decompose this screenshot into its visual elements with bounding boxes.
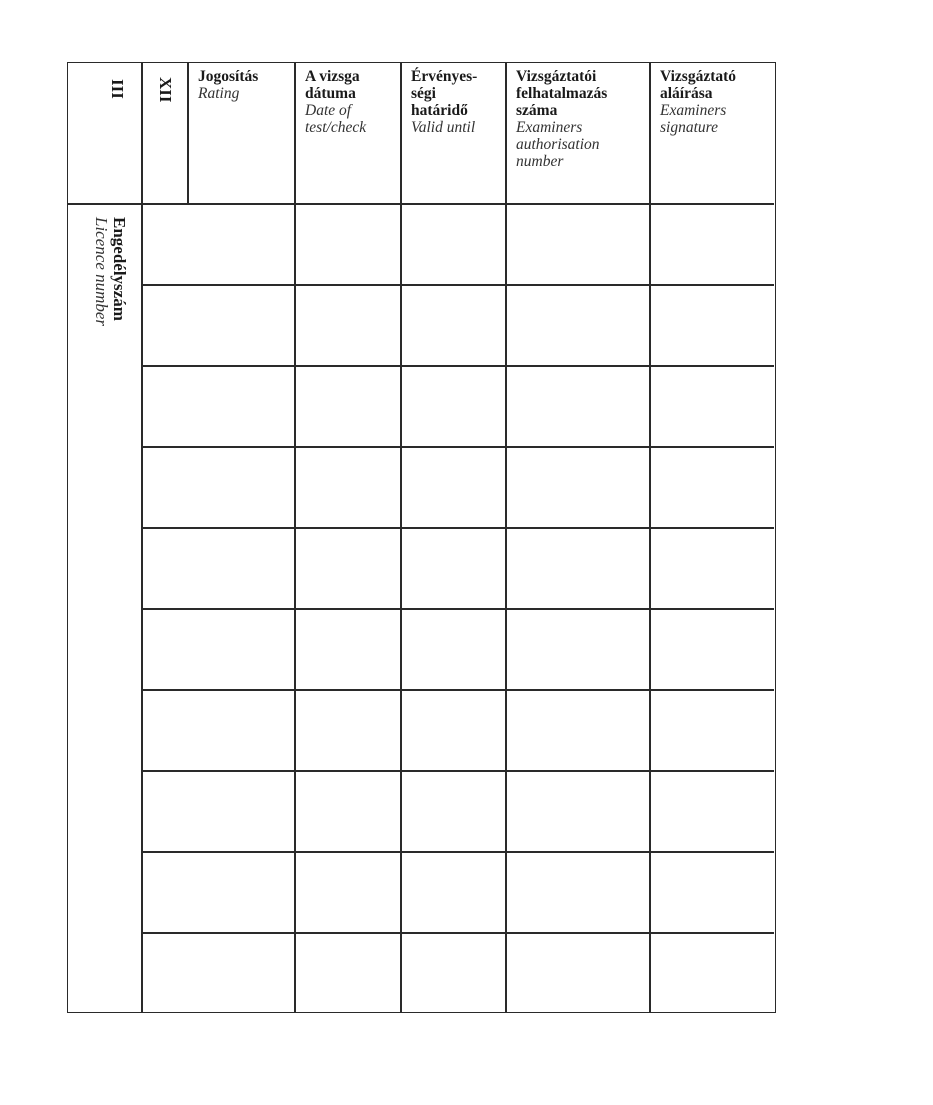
header-test-date-hu: A vizsga dátuma	[305, 68, 360, 102]
rating-cell[interactable]	[142, 528, 294, 608]
section-number-text: III	[108, 79, 127, 99]
header-rating-hu: Jogosítás	[198, 68, 259, 85]
authorisation-number-cell[interactable]	[506, 285, 649, 365]
test-date-cell[interactable]	[295, 528, 400, 608]
authorisation-number-cell[interactable]	[506, 366, 649, 446]
valid-until-cell[interactable]	[401, 852, 505, 932]
rating-cell[interactable]	[142, 285, 294, 365]
authorisation-number-cell[interactable]	[506, 528, 649, 608]
header-rating	[198, 63, 294, 102]
test-date-cell[interactable]	[295, 609, 400, 689]
examiner-signature-cell[interactable]	[650, 771, 773, 851]
licence-label-hu: Engedélyszám	[110, 217, 129, 321]
examiner-signature-cell[interactable]	[650, 204, 773, 284]
authorisation-number-cell[interactable]	[506, 447, 649, 527]
test-date-cell[interactable]	[295, 447, 400, 527]
header-authorisation-number-hu: Vizsgáztatói felhatalmazás száma	[516, 68, 608, 119]
authorisation-number-cell[interactable]	[506, 771, 649, 851]
test-date-cell[interactable]	[295, 285, 400, 365]
rating-cell[interactable]	[142, 204, 294, 284]
authorisation-number-cell[interactable]	[506, 690, 649, 770]
divider	[187, 63, 189, 204]
rating-cell[interactable]	[142, 609, 294, 689]
valid-until-cell[interactable]	[401, 447, 505, 527]
header-rating-en: Rating	[198, 85, 240, 102]
header-valid-until	[411, 63, 505, 136]
rating-cell[interactable]	[142, 852, 294, 932]
examiner-signature-cell[interactable]	[650, 609, 773, 689]
header-valid-until-hu: Érvényes- ségi határidő	[411, 68, 478, 119]
examiner-signature-cell[interactable]	[650, 933, 773, 1013]
header-examiner-signature-en: Examiners signature	[660, 102, 727, 136]
licence-label-en: Licence number	[92, 217, 111, 327]
xii-label-text: XII	[156, 77, 175, 103]
header-authorisation-number	[516, 63, 649, 170]
valid-until-cell[interactable]	[401, 771, 505, 851]
section-number	[108, 79, 126, 99]
rating-cell[interactable]	[142, 690, 294, 770]
examiner-signature-cell[interactable]	[650, 852, 773, 932]
rating-cell[interactable]	[142, 447, 294, 527]
rating-cell[interactable]	[142, 933, 294, 1013]
header-examiner-signature-hu: Vizsgáztató aláírása	[660, 68, 737, 102]
authorisation-number-cell[interactable]	[506, 204, 649, 284]
rating-cell[interactable]	[142, 366, 294, 446]
examiner-signature-cell[interactable]	[650, 690, 773, 770]
valid-until-cell[interactable]	[401, 366, 505, 446]
test-date-cell[interactable]	[295, 366, 400, 446]
examiner-signature-cell[interactable]	[650, 528, 773, 608]
valid-until-cell[interactable]	[401, 933, 505, 1013]
header-examiner-signature	[660, 63, 774, 136]
header-authorisation-number-en: Examiners authorisation number	[516, 119, 600, 170]
test-date-cell[interactable]	[295, 690, 400, 770]
examiner-signature-cell[interactable]	[650, 285, 773, 365]
test-date-cell[interactable]	[295, 852, 400, 932]
test-date-cell[interactable]	[295, 933, 400, 1013]
rating-record-form	[67, 62, 776, 1013]
header-test-date	[305, 63, 400, 136]
valid-until-cell[interactable]	[401, 285, 505, 365]
xii-label	[156, 77, 174, 103]
test-date-cell[interactable]	[295, 204, 400, 284]
authorisation-number-cell[interactable]	[506, 852, 649, 932]
valid-until-cell[interactable]	[401, 609, 505, 689]
examiner-signature-cell[interactable]	[650, 366, 773, 446]
authorisation-number-cell[interactable]	[506, 609, 649, 689]
licence-number-label	[92, 217, 128, 326]
rating-cell[interactable]	[142, 771, 294, 851]
valid-until-cell[interactable]	[401, 204, 505, 284]
header-test-date-en: Date of test/check	[305, 102, 367, 136]
test-date-cell[interactable]	[295, 771, 400, 851]
examiner-signature-cell[interactable]	[650, 447, 773, 527]
valid-until-cell[interactable]	[401, 528, 505, 608]
authorisation-number-cell[interactable]	[506, 933, 649, 1013]
valid-until-cell[interactable]	[401, 690, 505, 770]
header-valid-until-en: Valid until	[411, 119, 476, 136]
